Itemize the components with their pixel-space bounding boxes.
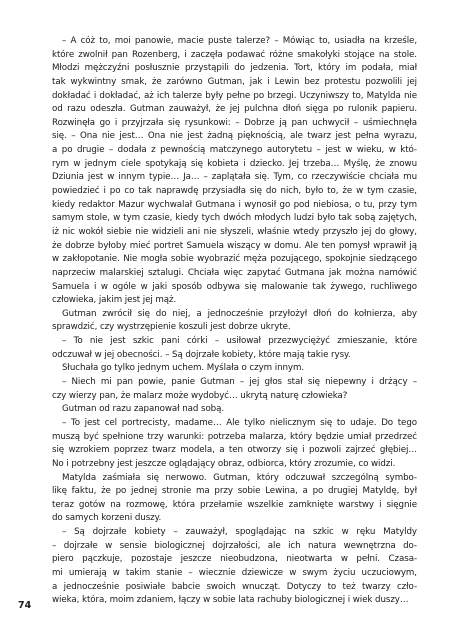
- text-line: dokładać i dokładać, aż ich talerze były pełne po brzegi. Uczyniwszy to, Matylda nie: [52, 90, 417, 101]
- text-line: Młodzi mężczyźni posłusznie przystąpili do jedzenia. Tort, który im podała, miał: [52, 63, 417, 74]
- text-line: które zwolnił pan Rozenberg, i zaczęła podawać różne smakołyki stojące na stole.: [52, 49, 417, 60]
- text-line: – To jest cel portrecisty, madame… Ale tylko nielicznym się to udaje. Do tego: [62, 417, 417, 428]
- text-line: rym w jednym ciele spotykają się kobieta i dziecko. Jej trzeba… Myślę, że znowu: [52, 158, 417, 169]
- text-line: muszą być spełnione trzy warunki: potrzeba malarza, który będzie umiał przedrzeć: [52, 431, 417, 442]
- text-line: że dobrze byłoby mieć portret Samuela wiszący w domu. Ale ten pomysł wprawił ją: [52, 240, 417, 251]
- text-line: sprawdzić, czy wystrzępienie koszuli jest dobrze ukryte.: [52, 322, 291, 333]
- text-line: – A cóż to, moi panowie, macie puste talerze? – Mówiąc to, usiadła na krześle,: [62, 36, 417, 46]
- text-line: mi umierają w takim stanie – wiecznie dziewicze w swym życiu uczuciowym,: [52, 567, 417, 578]
- text-line: w zakłopotanie. Nie mogła sobie wyobrazić męża pozującego, spokojnie siedzącego: [52, 254, 417, 265]
- text-line: piero pączkuje, pozostaje jeszcze nieobudzona, nieotwarta w pełni. Czasa-: [52, 554, 417, 565]
- text-line: – Są dojrzałe kobiety – zauważył, spoglądając na szkic w ręku Matyldy: [62, 527, 417, 538]
- text-line: samym stole, w tym czasie, kiedy tych dwóch młodych ludzi było tak sobą zajętych,: [52, 213, 417, 224]
- body-text: [52, 35, 417, 608]
- text-line: Matylda zaśmiała się nerwowo. Gutman, który odczuwał szczególną symbo-: [62, 472, 417, 483]
- text-line: tak wykwintny smak, że zarówno Gutman, jak i Lewin bez protestu pozwolili jej: [52, 76, 417, 87]
- text-line: Słuchała go tylko jednym uchem. Myślała o czym innym.: [62, 363, 305, 374]
- text-line: człowieka, jakim jest jej mąż.: [52, 295, 177, 306]
- text-line: naprzeciw malarskiej sztalugi. Chciała więc zapytać Gutmana jak można namówić: [52, 267, 417, 278]
- text-line: No i potrzebny jest jeszcze oglądający obraz, odbiorca, który zrozumie, co widzi.: [52, 458, 396, 469]
- page-number: 74: [18, 600, 32, 611]
- text-line: – To nie jest szkic pani córki – usiłował przezwyciężyć zmieszanie, które: [62, 336, 417, 347]
- text-line: Gutman od razu zapanował nad sobą.: [62, 404, 225, 415]
- text-line: czy wierzy pan, że malarz może wydobyć… ukrytą naturę człowieka?: [52, 390, 348, 401]
- text-line: teraz gotów na rozmowę, która przełamie wszelkie zamknięte warstwy i sięgnie: [52, 499, 417, 510]
- text-line: powiedzieć i po co tak naprawdę przysiadła się do nich, było to, że w tym czasie,: [52, 186, 417, 197]
- text-line: likę faktu, że po jednej stronie ma przy sobie Lewina, a po drugiej Matyldę, był: [52, 486, 417, 497]
- text-line: odczuwał w jej obecności. – Są dojrzałe kobiety, które mają takie rysy.: [52, 349, 351, 360]
- text-line: się wzrokiem poprzez twarz modela, a ten otworzy się i pozwoli zajrzeć głębiej…: [52, 445, 417, 456]
- text-line: do samych korzeni duszy.: [52, 513, 162, 524]
- text-line: – Niech mi pan powie, panie Gutman – jej głos stał się niepewny i drżący –: [62, 377, 417, 388]
- text-line: a po drugie – dodała z pewnością matczynego autorytetu – jest w wieku, w któ-: [52, 145, 417, 156]
- text-line: się. – Ona nie jest… Ona nie jest żadną pięknością, ale twarz jest pełna wyrazu,: [52, 131, 417, 142]
- text-line: – dojrzałe w sensie biologicznej dojrzałości, ale ich natura wewnętrzna do-: [52, 540, 417, 551]
- text-line: Samuela i w ogóle w jaki sposób odbywa się malowanie tak żywego, ruchliwego: [52, 281, 417, 292]
- text-line: wieka, która, moim zdaniem, łączy w sobie lata rachuby biologicznej i wiek duszy…: [52, 595, 409, 606]
- text-line: iż nic wokół siebie nie widzieli ani nie słyszeli, właśnie wtedy przyszło jej do głowy,: [52, 226, 417, 237]
- text-line: Gutman zwrócił się do niej, a jednocześnie przyłożył dłoń do kołnierza, aby: [62, 308, 417, 319]
- text-line: kiedy redaktor Mazur wychwalał Gutmana i wynosił go pod niebiosa, o tu, przy tym: [52, 199, 417, 210]
- text-line: Rozwinęła go i przyjrzała się rysunkowi: – Dobrze ją pan uchwycił – uśmiechnęła: [52, 117, 417, 128]
- text-line: od razu odeszła. Gutman zauważył, że jej pulchna dłoń sięga po rulonik papieru.: [52, 104, 417, 115]
- text-line: a jednocześnie posiwiałe babcie swoich wnucząt. Dotyczy to też twarzy czło-: [52, 581, 417, 592]
- text-line: Dziunia jest w innym typie… Ja… – zaplątała się. Tym, co rzeczywiście chciała mu: [52, 172, 417, 183]
